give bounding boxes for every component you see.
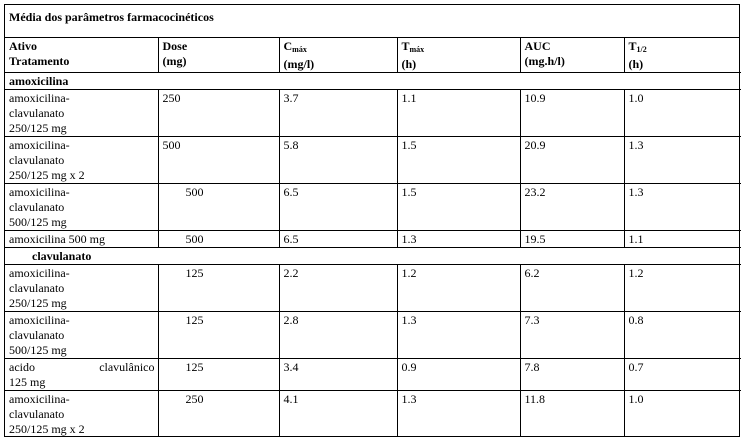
tratamento-line: clavulanato [9, 281, 65, 295]
col-header-cmax [279, 38, 397, 73]
cell-t12: 0.8 [624, 312, 741, 359]
section-row-amoxicilina [5, 73, 741, 90]
tratamento-line: clavulanato [9, 407, 65, 421]
tratamento-line: clavulanato [9, 153, 65, 167]
cell-tmax: 1.2 [397, 265, 520, 312]
cell-dose: 500 [158, 184, 279, 231]
tratamento-line: amoxicilina- [9, 313, 70, 327]
cell-t12: 1.0 [624, 90, 741, 137]
section-label-clavulanato: clavulanato [5, 248, 741, 265]
table-row [5, 137, 741, 184]
table-row [5, 184, 741, 231]
cell-t12: 1.3 [624, 137, 741, 184]
header-dose-unit: (mg) [162, 54, 187, 68]
cell-tratamento [5, 265, 158, 312]
cell-tratamento: amoxicilina 500 mg [5, 231, 158, 248]
tratamento-line: 250/125 mg x 2 [9, 168, 85, 182]
header-t12-unit: (h) [628, 57, 644, 71]
cell-auc: 19.5 [520, 231, 624, 248]
header-tmax-sub: máx [409, 45, 425, 54]
tratamento-line: clavulanato [9, 328, 65, 342]
tratamento-line: clavulanato [9, 200, 65, 214]
tratamento-line: amoxicilina- [9, 266, 70, 280]
section-row-clavulanato [5, 248, 741, 265]
pk-table-frame [4, 4, 740, 437]
cell-t12: 1.1 [624, 231, 741, 248]
cell-auc: 10.9 [520, 90, 624, 137]
header-t12: T [628, 39, 637, 53]
cell-tratamento [5, 391, 158, 438]
tratamento-line: amoxicilina- [9, 392, 70, 406]
header-tmax-unit: (h) [401, 57, 417, 71]
cell-tmax: 1.5 [397, 137, 520, 184]
table-row [5, 265, 741, 312]
header-tmax: T [401, 39, 410, 53]
header-ativo: Ativo [9, 39, 37, 53]
tratamento-line: 250/125 mg [9, 296, 67, 310]
cell-auc: 23.2 [520, 184, 624, 231]
cell-cmax: 4.1 [279, 391, 397, 438]
cell-tmax: 1.5 [397, 184, 520, 231]
header-cmax-unit: (mg/l) [283, 57, 315, 71]
header-dose: Dose [162, 39, 188, 53]
header-row [5, 38, 741, 73]
cell-cmax: 2.8 [279, 312, 397, 359]
cell-tratamento [5, 90, 158, 137]
table-row [5, 359, 741, 391]
cell-tmax: 1.3 [397, 312, 520, 359]
col-header-auc [520, 38, 624, 73]
cell-tratamento [5, 359, 158, 391]
cell-tratamento [5, 137, 158, 184]
tratamento-line: amoxicilina- [9, 138, 70, 152]
header-cmax: C [283, 39, 293, 53]
cell-cmax: 3.4 [279, 359, 397, 391]
tratamento-line: amoxicilina- [9, 185, 70, 199]
tratamento-line: 125 mg [9, 375, 46, 389]
header-auc-unit: (mg.h/l) [524, 54, 565, 68]
cell-dose: 125 [158, 265, 279, 312]
cell-tratamento [5, 184, 158, 231]
cell-auc: 7.8 [520, 359, 624, 391]
col-header-dose [158, 38, 279, 73]
cell-cmax: 6.5 [279, 231, 397, 248]
cell-dose: 125 [158, 312, 279, 359]
cell-tratamento [5, 312, 158, 359]
tratamento-line: 500/125 mg [9, 343, 67, 357]
cell-cmax: 6.5 [279, 184, 397, 231]
tratamento-line: 500/125 mg [9, 215, 67, 229]
cell-tmax: 0.9 [397, 359, 520, 391]
cell-dose: 500 [158, 231, 279, 248]
tratamento-line: 250/125 mg x 2 [9, 422, 85, 436]
tratamento-line: 250/125 mg [9, 121, 67, 135]
header-auc: AUC [524, 39, 551, 53]
cell-t12: 1.2 [624, 265, 741, 312]
table-row [5, 312, 741, 359]
cell-dose: 500 [158, 137, 279, 184]
cell-cmax: 5.8 [279, 137, 397, 184]
table-row [5, 90, 741, 137]
section-label-amoxicilina: amoxicilina [5, 73, 741, 90]
pk-table [5, 38, 741, 437]
cell-tmax: 1.1 [397, 90, 520, 137]
cell-dose: 250 [158, 90, 279, 137]
cell-t12: 0.7 [624, 359, 741, 391]
header-t12-sub: 1/2 [636, 45, 647, 54]
cell-tmax: 1.3 [397, 231, 520, 248]
tratamento-word: clavulânico [99, 360, 155, 374]
tratamento-word: acido [9, 360, 35, 374]
header-tratamento: Tratamento [9, 54, 70, 68]
tratamento-line: clavulanato [9, 106, 65, 120]
cell-t12: 1.0 [624, 391, 741, 438]
col-header-tmax [397, 38, 520, 73]
table-title: Média dos parâmetros farmacocinéticos [5, 5, 739, 38]
cell-cmax: 2.2 [279, 265, 397, 312]
col-header-t12 [624, 38, 741, 73]
tratamento-line: amoxicilina- [9, 91, 70, 105]
cell-auc: 7.3 [520, 312, 624, 359]
cell-dose: 125 [158, 359, 279, 391]
tratamento-line [9, 360, 155, 375]
cell-cmax: 3.7 [279, 90, 397, 137]
table-row [5, 231, 741, 248]
cell-auc: 11.8 [520, 391, 624, 438]
cell-dose: 250 [158, 391, 279, 438]
cell-auc: 20.9 [520, 137, 624, 184]
cell-t12: 1.3 [624, 184, 741, 231]
cell-tmax: 1.3 [397, 391, 520, 438]
col-header-ativo [5, 38, 158, 73]
table-row [5, 391, 741, 438]
header-cmax-sub: máx [292, 45, 307, 54]
cell-auc: 6.2 [520, 265, 624, 312]
